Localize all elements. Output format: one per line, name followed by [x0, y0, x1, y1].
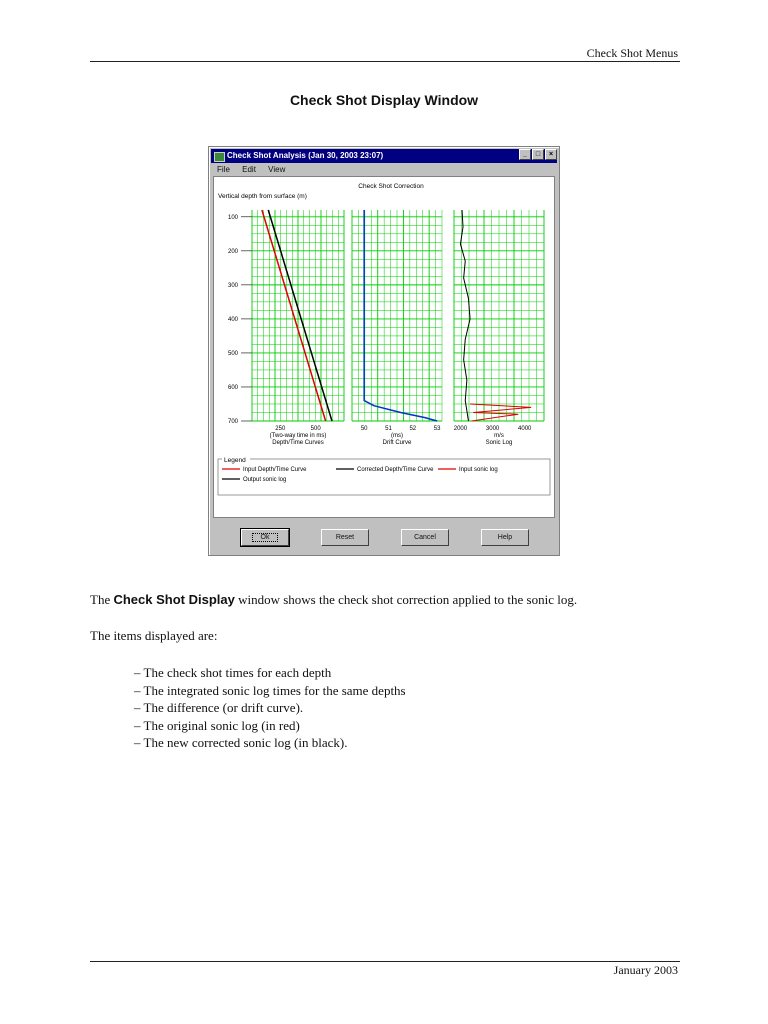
list-item: – The difference (or drift curve).: [134, 700, 304, 715]
maximize-button[interactable]: □: [532, 149, 544, 160]
help-button[interactable]: Help: [481, 529, 529, 546]
check-shot-window: [208, 146, 560, 556]
panel-name: Drift Curve: [382, 440, 412, 446]
minimize-button[interactable]: _: [519, 149, 531, 160]
legend: [218, 456, 550, 495]
items-list: [134, 664, 406, 752]
series-line-input-depth-time-curve: [262, 210, 326, 421]
menu-bar: [211, 164, 557, 175]
list-item: – The original sonic log (in red): [134, 717, 300, 733]
footer-date: January 2003: [613, 963, 678, 977]
x-tick-label: 2000: [453, 426, 468, 432]
x-tick-label: 53: [433, 426, 441, 432]
list-item: – The check shot times for each depth: [134, 665, 332, 680]
axis-units: m/s: [494, 433, 504, 439]
y-tick-label: 400: [227, 316, 238, 323]
window-title: Check Shot Analysis (Jan 30, 2003 23:07): [227, 151, 384, 160]
y-axis-title: Vertical depth from surface (m): [218, 193, 307, 200]
intro-paragraph: The Check Shot Display window shows the check shot correction applied to the sonic log.: [90, 592, 578, 607]
app-icon: [214, 152, 225, 162]
legend-label: Corrected Depth/Time Curve: [357, 467, 434, 473]
ok-button[interactable]: Ok: [241, 529, 289, 546]
footer-rule: [90, 961, 680, 962]
menu-file[interactable]: File: [217, 165, 230, 174]
menu-view[interactable]: View: [268, 165, 286, 174]
check-shot-plot: [214, 177, 554, 517]
y-tick-label: 200: [227, 248, 238, 255]
page-title: Check Shot Display Window: [289, 92, 479, 108]
x-tick-label: 52: [409, 426, 417, 432]
x-tick-label: 250: [275, 426, 286, 432]
y-tick-label: 600: [227, 384, 238, 391]
x-tick-label: 3000: [485, 426, 500, 432]
series-line-drift-curve: [364, 210, 437, 421]
x-tick-label: 500: [310, 426, 321, 432]
list-item: – The new corrected sonic log (in black).: [134, 735, 348, 750]
plot-canvas: [213, 176, 555, 518]
x-tick-label: 51: [385, 426, 392, 432]
plot-title: Check Shot Correction: [358, 183, 424, 190]
reset-button[interactable]: Reset: [321, 529, 369, 546]
legend-label: Input sonic log: [459, 467, 498, 473]
x-tick-label: 4000: [518, 426, 532, 432]
menu-edit[interactable]: Edit: [242, 165, 256, 174]
close-button[interactable]: ×: [545, 149, 557, 160]
y-tick-label: 300: [227, 282, 238, 289]
panel-name: Depth/Time Curves: [272, 440, 324, 446]
legend-label: Input Depth/Time Curve: [243, 467, 307, 473]
series-line-corrected-depth-time-curve: [268, 210, 332, 421]
series-line-output-sonic-log: [460, 210, 470, 421]
x-tick-label: 50: [360, 426, 368, 432]
running-head: Check Shot Menus: [586, 46, 678, 60]
legend-title: Legend: [224, 457, 246, 464]
window-titlebar[interactable]: [211, 149, 557, 163]
bold-term: Check Shot Display: [113, 592, 235, 607]
y-tick-label: 100: [227, 214, 238, 221]
items-intro: The items displayed are:: [90, 628, 218, 643]
y-tick-label: 500: [227, 350, 238, 357]
cancel-button[interactable]: Cancel: [401, 529, 449, 546]
legend-label: Output sonic log: [243, 477, 287, 483]
list-item: – The integrated sonic log times for the same depths: [134, 682, 406, 698]
header-rule: [90, 61, 680, 62]
panel-name: Sonic Log: [485, 440, 513, 446]
y-tick-label: 700: [227, 419, 238, 425]
axis-units: (ms): [391, 433, 403, 439]
axis-units: (Two-way time in ms): [269, 433, 327, 439]
